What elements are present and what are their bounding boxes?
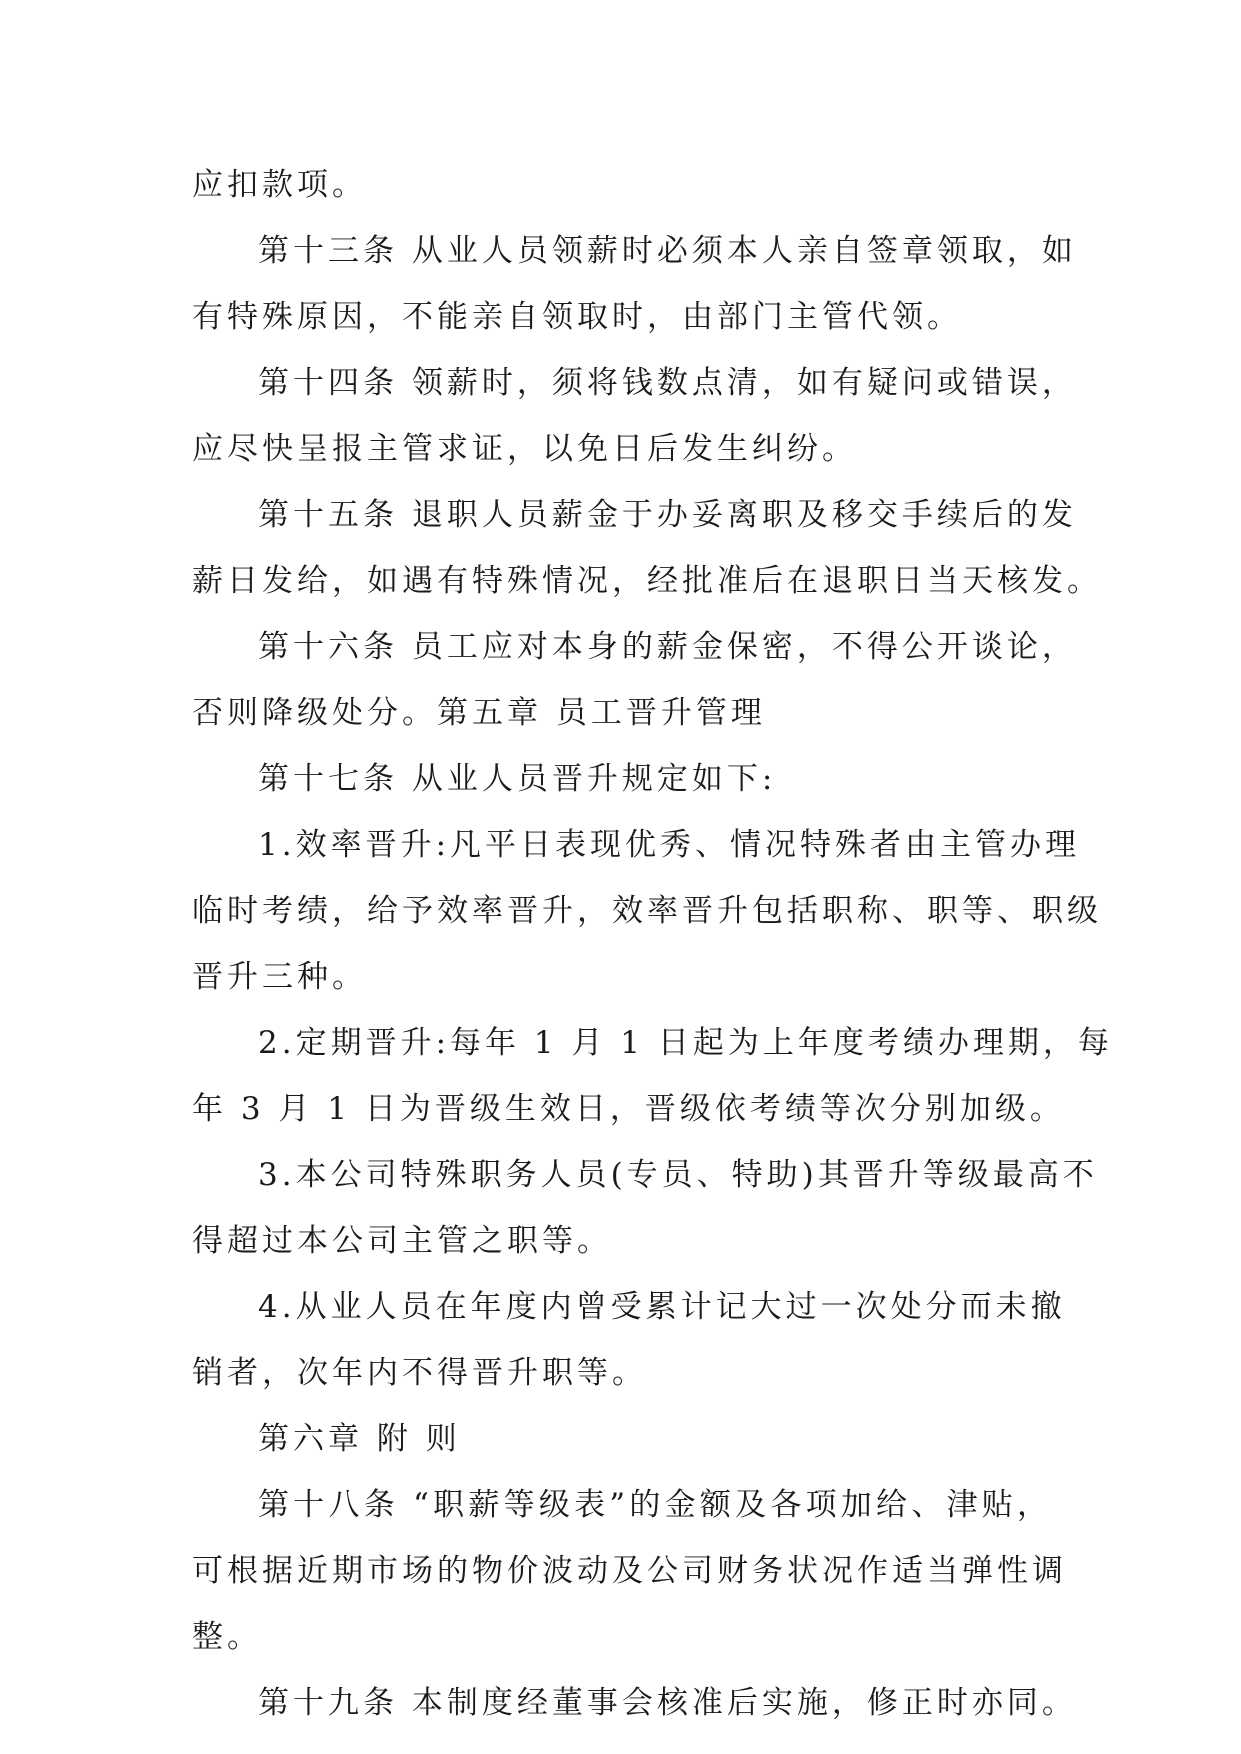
item-3-line-2: 得超过本公司主管之职等。 bbox=[192, 1223, 612, 1259]
document-body bbox=[192, 152, 1113, 1736]
item-1-line-2: 临时考绩，给予效率晋升，效率晋升包括职称、职等、职级 bbox=[192, 893, 1102, 929]
item-3-line-1: 3.本公司特殊职务人员(专员、特助)其晋升等级最高不 bbox=[258, 1157, 1098, 1193]
item-2-line-2: 年 3 月 1 日为晋级生效日，晋级依考绩等次分别加级。 bbox=[192, 1091, 1065, 1127]
chapter-6-heading: 第六章 附 则 bbox=[258, 1421, 461, 1457]
article-18-line-3: 整。 bbox=[192, 1619, 262, 1655]
article-18-line-1: 第十八条 “职薪等级表”的金额及各项加给、津贴， bbox=[258, 1487, 1052, 1523]
article-17-line-1: 第十七条 从业人员晋升规定如下: bbox=[258, 761, 777, 797]
item-1-line-1: 1.效率晋升:凡平日表现优秀、情况特殊者由主管办理 bbox=[258, 827, 1081, 863]
item-1-line-3: 晋升三种。 bbox=[192, 959, 367, 995]
article-14-line-2: 应尽快呈报主管求证，以免日后发生纠纷。 bbox=[192, 431, 857, 467]
item-4-line-1: 4.从业人员在年度内曾受累计记大过一次处分而未撤 bbox=[258, 1289, 1066, 1325]
article-16-line-1: 第十六条 员工应对本身的薪金保密，不得公开谈论， bbox=[258, 629, 1077, 665]
article-14-line-1: 第十四条 领薪时，须将钱数点清，如有疑问或错误， bbox=[258, 365, 1077, 401]
text-line: 应扣款项。 bbox=[192, 167, 367, 203]
item-2-line-1: 2.定期晋升:每年 1 月 1 日起为上年度考绩办理期，每 bbox=[258, 1025, 1113, 1061]
article-13-line-2: 有特殊原因，不能亲自领取时，由部门主管代领。 bbox=[192, 299, 962, 335]
article-18-line-2: 可根据近期市场的物价波动及公司财务状况作适当弹性调 bbox=[192, 1553, 1067, 1589]
article-15-line-1: 第十五条 退职人员薪金于办妥离职及移交手续后的发 bbox=[258, 497, 1077, 533]
article-19-line-1: 第十九条 本制度经董事会核准后实施，修正时亦同。 bbox=[258, 1685, 1077, 1721]
article-16-line-2: 否则降级处分。第五章 员工晋升管理 bbox=[192, 695, 766, 731]
item-4-line-2: 销者，次年内不得晋升职等。 bbox=[192, 1355, 647, 1391]
article-15-line-2: 薪日发给，如遇有特殊情况，经批准后在退职日当天核发。 bbox=[192, 563, 1102, 599]
article-13-line-1: 第十三条 从业人员领薪时必须本人亲自签章领取，如 bbox=[258, 233, 1077, 269]
